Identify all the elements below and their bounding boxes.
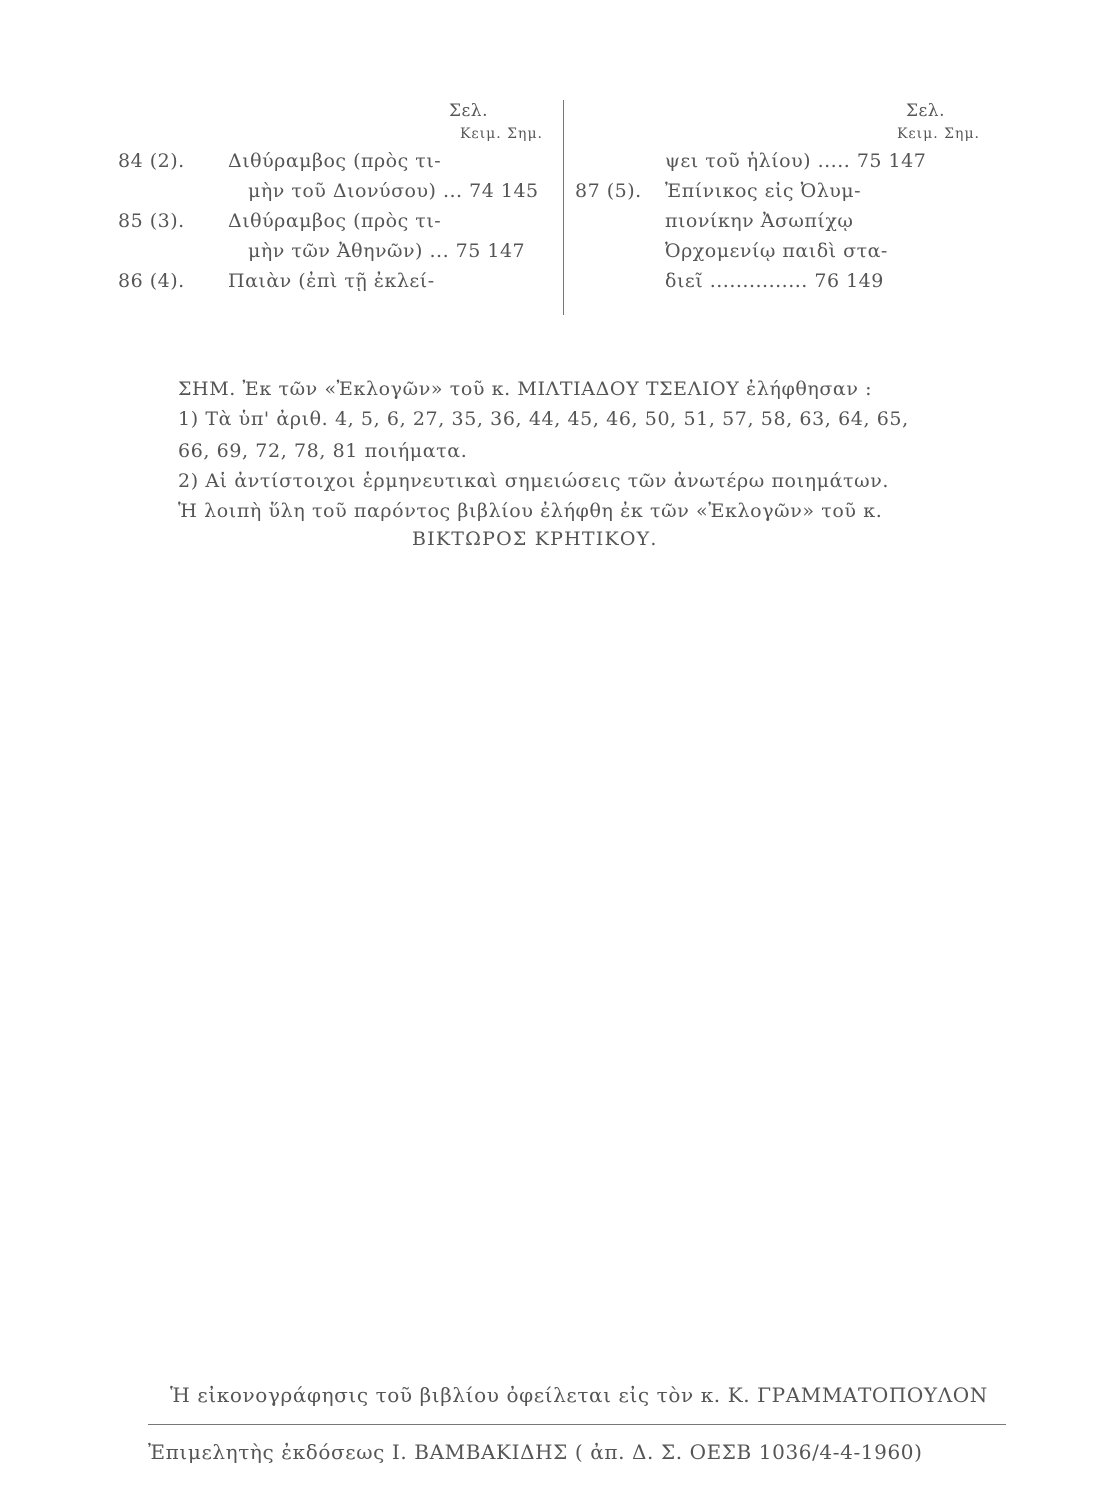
index-entry-continued (118, 236, 543, 266)
column-divider (563, 100, 564, 315)
note-line: 2) Αἱ ἀντίστοιχοι ἑρμηνευτικαὶ σημειώσεις τῶν ἀνωτέρω ποιημάτων. (178, 470, 889, 492)
index-entry-continued (575, 206, 980, 236)
entry-number: 87 (5). (575, 180, 642, 202)
index-entry (118, 266, 543, 296)
page-subheader-label: Κειμ. Σημ. (459, 126, 543, 142)
note-line: 66, 69, 72, 78, 81 ποιήματα. (178, 440, 468, 462)
note-line: 1) Τὰ ὑπ' ἀριθ. 4, 5, 6, 27, 35, 36, 44, 45, 46, 50, 51, 57, 58, 63, 64, 65, (178, 408, 909, 430)
entry-number: 86 (4). (118, 270, 185, 292)
entry-text: μὴν τοῦ Διονύσου) ... 74 145 (248, 180, 539, 202)
index-entry (118, 146, 543, 176)
page-header-label: Σελ. (905, 101, 945, 121)
entry-number: 84 (2). (118, 150, 185, 172)
entry-text: ψει τοῦ ἡλίου) ..... 75 147 (665, 150, 927, 172)
entry-text: Παιὰν (ἐπὶ τῇ ἐκλεί- (228, 270, 435, 292)
entry-text: πιονίκην Ἀσωπίχῳ (665, 210, 854, 232)
entry-text: μὴν τῶν Ἀθηνῶν) ... 75 147 (248, 240, 526, 262)
index-column-left (118, 100, 543, 296)
entry-text: Ἐπίνικος εἰς Ὀλυμ- (665, 180, 862, 202)
entry-text: διεῖ ............... 76 149 (665, 270, 884, 292)
entry-text: Διθύραμβος (πρὸς τι- (228, 150, 442, 172)
editor-credit: Ἐπιμελητὴς ἐκδόσεως Ι. ΒΑΜΒΑΚΙΔΗΣ ( ἀπ. Δ. Σ. ΟΕΣΒ 1036/4-4-1960) (148, 1440, 923, 1464)
illustration-credit: Ἡ εἰκονογράφησις τοῦ βιβλίου ὀφείλεται εἰς τὸν κ. Κ. ΓΡΑΜΜΑΤΟΠΟΥΛΟΝ (170, 1383, 988, 1407)
entry-number: 85 (3). (118, 210, 185, 232)
note-line: Ἡ λοιπὴ ὕλη τοῦ παρόντος βιβλίου ἐλήφθη ἐκ τῶν «Ἐκλογῶν» τοῦ κ. (178, 500, 883, 522)
index-entry-continued (575, 236, 980, 266)
index-entry-continued (575, 266, 980, 296)
page-subheader-label: Κειμ. Σημ. (896, 126, 980, 142)
index-entry-continued (575, 146, 980, 176)
note-author-name: ΒΙΚΤΩΡΟΣ ΚΡΗΤΙΚΟΥ. (412, 528, 658, 550)
entry-text: Ὀρχομενίῳ παιδὶ στα- (665, 240, 888, 262)
entry-text: Διθύραμβος (πρὸς τι- (228, 210, 442, 232)
page-header-label: Σελ. (448, 101, 488, 121)
note-line: ΣΗΜ. Ἐκ τῶν «Ἐκλογῶν» τοῦ κ. ΜΙΛΤΙΑΔΟΥ ΤΣΕΛΙΟΥ ἐλήφθησαν : (178, 378, 873, 400)
credits-divider (148, 1424, 1006, 1425)
index-entry-continued (118, 176, 543, 206)
index-entry (575, 176, 980, 206)
index-entry (118, 206, 543, 236)
index-column-right (575, 100, 980, 296)
